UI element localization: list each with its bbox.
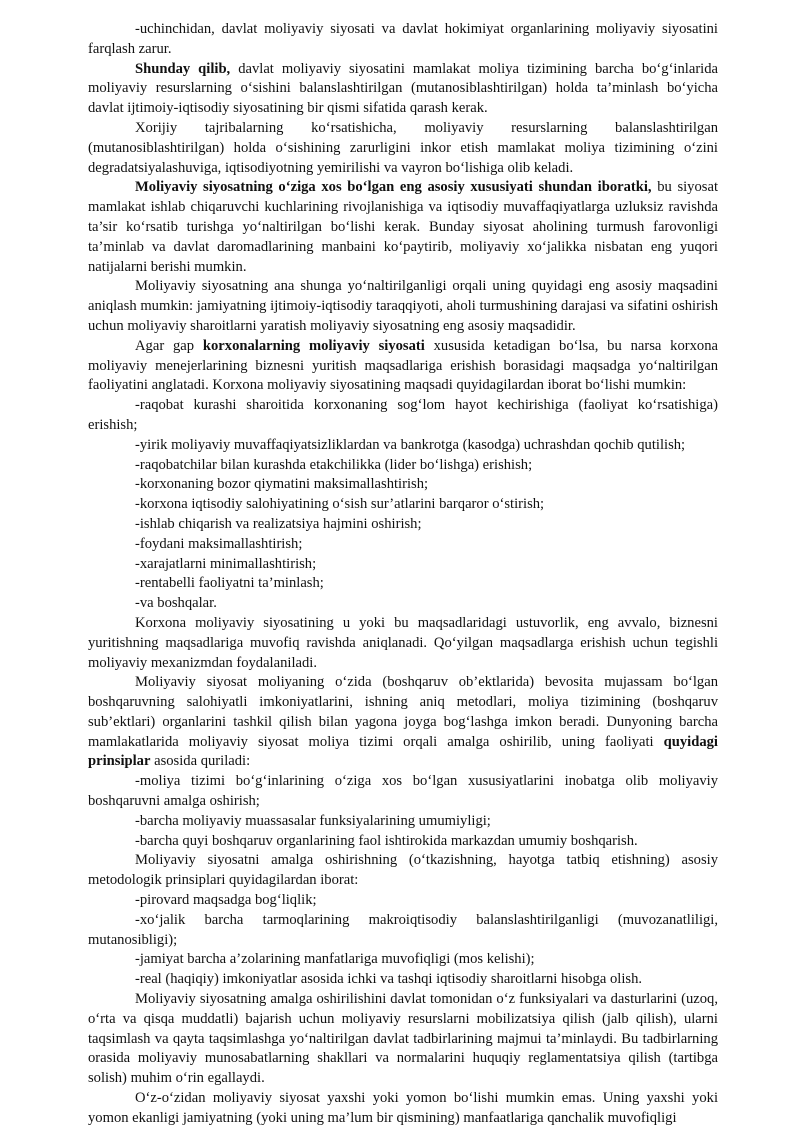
list-item (88, 495, 718, 515)
paragraph-28 (88, 1089, 718, 1129)
text-run: -pirovard maqsadga bog‘liqlik; (135, 892, 317, 909)
paragraph-27 (88, 990, 718, 1089)
text-run: Moliyaviy siyosatni amalga oshirishning (o‘tkazishning, hayotga tatbiq etishning) asosiy metodologik prinsiplari quyidagilardan iborat: (88, 852, 718, 889)
list-item (88, 436, 718, 456)
text-run: -barcha quyi boshqaruv organlarining faol ishtirokida markazdan umumiy boshqarish. (135, 832, 638, 849)
list-item (88, 891, 718, 911)
list-item (88, 772, 718, 812)
bold-run: Moliyaviy siyosatning o‘ziga xos bo‘lgan eng asosiy xususiyati shundan iboratki, (135, 179, 652, 196)
list-item (88, 574, 718, 594)
text-run: -barcha moliyaviy muassasalar funksiyalarining umumiyligi; (135, 812, 491, 829)
text-run: -xo‘jalik barcha tarmoqlarining makroiqtisodiy balanslashtirilganligi (muvozanatliligi, mutanosibligi); (88, 911, 718, 948)
text-run: Xorijiy tajribalarning ko‘rsatishicha, moliyaviy resurslarning balanslashtirilgan (mutanosiblashtirilgan) holda o‘sishining zarurligini inkor etish mamlakat moliya tizimining o‘zini degradatsiyalashuviga, iqtisodiyotning yemirilishi va vayron bo‘lishiga olib keladi. (88, 119, 718, 176)
text-run: -va boshqalar. (135, 595, 217, 612)
paragraph-4 (88, 178, 718, 277)
text-run: davlat moliyaviy siyosatini mamlakat moliya tizimining barcha bo‘g‘inlarida moliyaviy resurslarning o‘sishini balanslashtirilgan (mutanosiblashtirilgan) holda ta’minlash bo‘yicha davlat ijtimoiy-iqtisodiy siyosatining bir qismi sifatida qarash kerak. (88, 60, 719, 117)
text-run: -ishlab chiqarish va realizatsiya hajmini oshirish; (135, 515, 422, 532)
list-item (88, 396, 718, 436)
text-run: O‘z-o‘zidan moliyaviy siyosat yaxshi yoki yomon bo‘lishi mumkin emas. Uning yaxshi yoki yomon ekanligi jamiyatning (yoki uning ma’lum bir qismining) manfaatlariga qanchalik muvofiqligi (88, 1090, 718, 1126)
list-item (88, 535, 718, 555)
paragraph-17 (88, 614, 718, 673)
paragraph-22 (88, 851, 718, 891)
list-item (88, 812, 718, 832)
list-item (88, 950, 718, 970)
list-item (88, 475, 718, 495)
text-run: -raqobatchilar bilan kurashda etakchilikka (lider bo‘lishga) erishish; (135, 456, 533, 473)
text-run: -uchinchidan, davlat moliyaviy siyosati va davlat hokimiyat organlarining moliyaviy siyosatini farqlash zarur. (88, 21, 718, 57)
text-run: -foydani maksimallashtirish; (135, 535, 303, 552)
text-run: Korxona moliyaviy siyosatining u yoki bu maqsadlaridagi ustuvorlik, eng avvalo, biznesni yuritishning maqsadlariga muvofiq ravishda aniqlanadi. Qo‘yilgan maqsadlarga erishish uchun tegishli moliyaviy mexanizmdan foydalaniladi. (88, 614, 718, 671)
list-item (88, 555, 718, 575)
paragraph-18 (88, 673, 718, 772)
text-run: -korxonaning bozor qiymatini maksimallashtirish; (135, 476, 429, 493)
text-run: -xarajatlarni minimallashtirish; (135, 555, 317, 572)
text-run: Moliyaviy siyosat moliyaning o‘zida (boshqaruv ob’ektlarida) bevosita mujassam bo‘lgan boshqaruvning salohiyatli imkoniyatlarini, ishning aniq metodlari, moliya tizimining (boshqaruv sub’ektlari) organlarini tashkil qilish bilan yagona joyga bog‘lashga imkon beradi. Dunyoning barcha mamlakatlarida moliyaviy siyosat moliya tizimi orqali amalga oshirilib, uning faoliyati (88, 674, 718, 750)
text-run: bu siyosat mamlakat ishlab chiqaruvchi kuchlarining rivojlanishiga va iqtisodiy muvaffaqiyatlarga uzluksiz ravishda ta’sir ko‘rsatib turishga yo‘naltirilgan bo‘lishi kerak. Bunday siyosat aholining turmush farovonligi ta’minlab va davlat daromadlarining manbaini ko‘paytirib, moliyaviy xo‘jalikka nisbatan eng yuqori natijalarni berishi mumkin. (88, 179, 718, 275)
text-run: xususida ketadigan bo‘lsa, bu narsa korxona moliyaviy menejerlarining biznesni yuritish maqsadlariga erishish borasidagi maqsadga yo‘naltirilgan faoliyatini anglatadi. Korxona moliyaviy siyosatining maqsadi quyidagilardan iborat bo‘lishi mumkin: (88, 337, 719, 394)
list-item (88, 832, 718, 852)
text-run: -korxona iqtisodiy salohiyatining o‘sish sur’atlarini barqaror o‘stirish; (135, 496, 545, 513)
paragraph-1 (88, 20, 718, 60)
list-item (88, 515, 718, 535)
bold-run: korxonalarning moliyaviy siyosati (202, 337, 425, 354)
list-item (88, 970, 718, 990)
bold-run: quyidagi prinsiplar (88, 733, 718, 770)
list-item (88, 911, 718, 951)
paragraph-6 (88, 337, 718, 396)
text-run: Moliyaviy siyosatning ana shunga yo‘naltirilganligi orqali uning quyidagi eng asosiy maqsadini aniqlash mumkin: jamiyatning ijtimoiy-iqtisodiy taraqqiyoti, aholi turmushining darajasi va sifatini oshirish uchun moliyaviy sharoitlarni yaratish moliyaviy siyosatning eng asosiy maqsadidir. (88, 278, 718, 334)
text-run: Agar gap (135, 337, 203, 354)
text-run: -rentabelli faoliyatni ta’minlash; (135, 575, 324, 592)
text-run: -jamiyat barcha a’zolarining manfatlariga muvofiqligi (mos kelishi); (135, 951, 535, 968)
list-item (88, 456, 718, 476)
text-run: Moliyaviy siyosatning amalga oshirilishini davlat tomonidan o‘z funksiyalari va dasturlarini (uzoq, o‘rta va qisqa muddatli) bajarish uchun moliyaviy resurslarni mobilizatsiya qilish (jalb qilish), ularni taqsimlash va qayta taqsimlashga yo‘naltirilgan davlat tadbirlarining majmui ta’minlaydi. Bu tadbirlarning orasida moliyaviy munosabatlarning shakllari va normalarini huquqiy reglamentatsiya qilish (tartibga solish) muhim o‘rin egallaydi. (88, 991, 718, 1087)
paragraph-5 (88, 277, 718, 336)
text-run: -yirik moliyaviy muvaffaqiyatsizliklardan va bankrotga (kasodga) uchrashdan qochib qutilish; (135, 436, 686, 453)
text-run: asosida quriladi: (150, 753, 251, 770)
text-run: -moliya tizimi bo‘g‘inlarining o‘ziga xos bo‘lgan xususiyatlarini inobatga olib moliyaviy boshqaruvni amalga oshirish; (88, 773, 718, 810)
paragraph-2 (88, 60, 718, 119)
paragraph-3 (88, 119, 718, 178)
text-run: -real (haqiqiy) imkoniyatlar asosida ichki va tashqi iqtisodiy sharoitlarni hisobga olish. (135, 971, 643, 988)
text-run: -raqobat kurashi sharoitida korxonaning sog‘lom hayot kechirishiga (faoliyat ko‘rsatishiga) erishish; (88, 397, 718, 433)
bold-run: Shunday qilib, (135, 60, 231, 77)
list-item (88, 594, 718, 614)
